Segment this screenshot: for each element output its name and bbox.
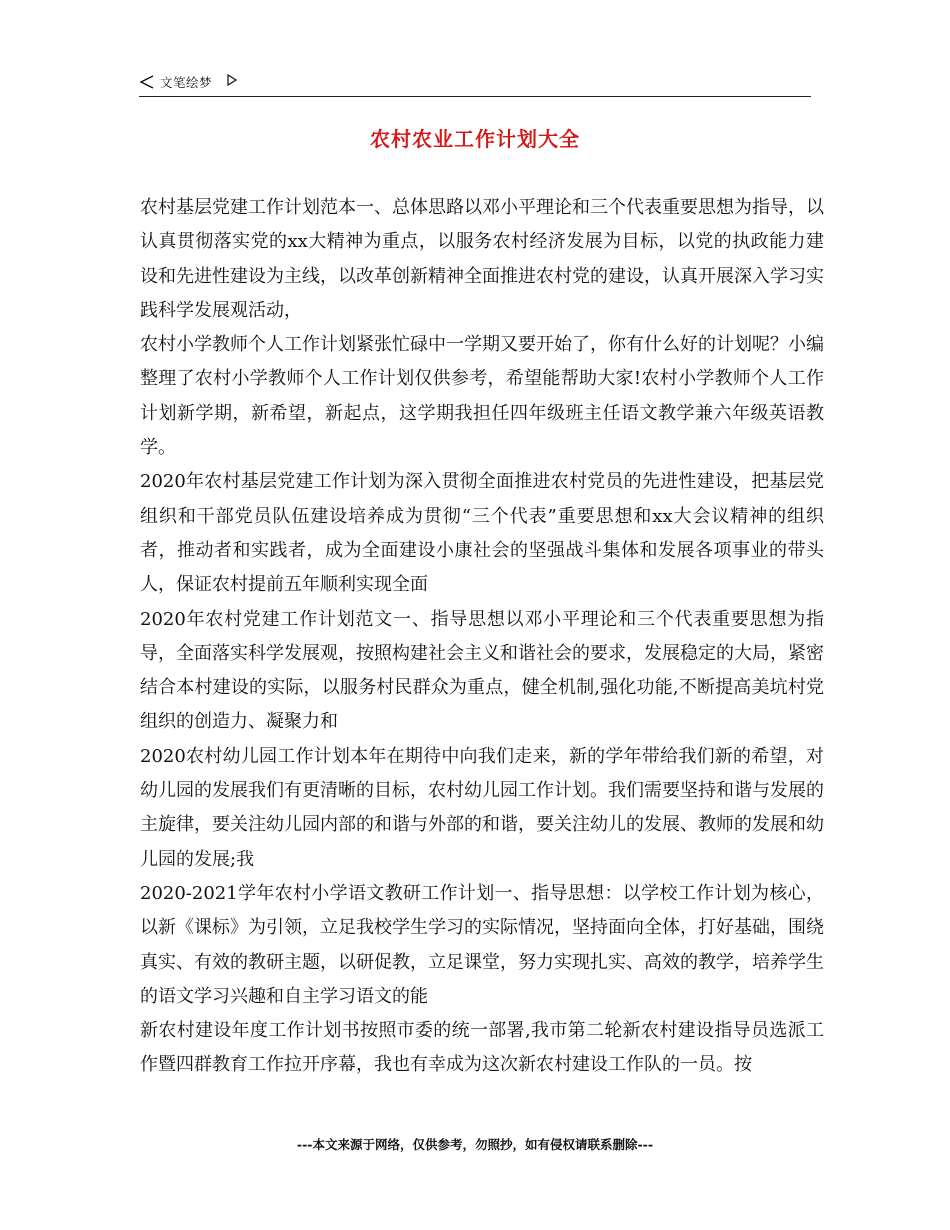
paragraph: 2020年农村党建工作计划范文一、指导思想以邓小平理论和三个代表重要思想为指导，全面落实科学发展观，按照构建社会主义和谐社会的要求，发展稳定的大局，紧密结合本村建设的实际，以服务村民群众为重点，健全机制,强化功能,不断提高美坑村党组织的创造力、凝聚力和 (140, 608, 824, 733)
paragraph: 2020年农村基层党建工作计划为深入贯彻全面推进农村党员的先进性建设，把基层党组织和干部党员队伍建设培养成为贯彻“三个代表”重要思想和xx大会议精神的组织者，推动者和实践者，成为全面建设小康社会的坚强战斗集体和发展各项事业的带头人，保证农村提前五年顺利实现全面 (140, 471, 824, 596)
left-triangle-icon (139, 74, 155, 90)
paragraph: 2020-2021学年农村小学语文教研工作计划一、指导思想：以学校工作计划为核心，以新《课标》为引领，立足我校学生学习的实际情况，坚持面向全体，打好基础，围绕真实、有效的教研主题，以研促教，立足课堂，努力实现扎实、高效的教学，培养学生的语文学习兴趣和自主学习语文的能 (140, 882, 824, 1007)
page-header (139, 70, 811, 97)
paragraph: 农村小学教师个人工作计划紧张忙碌中一学期又要开始了，你有什么好的计划呢？小编整理了农村小学教师个人工作计划仅供参考，希望能帮助大家!农村小学教师个人工作计划新学期，新希望，新起点，这学期我担任四年级班主任语文教学兼六年级英语教学。 (140, 334, 824, 459)
document-title: 农村农业工作计划大全 (370, 127, 580, 151)
footer-disclaimer: ---本文来源于网络，仅供参考，勿照抄，如有侵权请联系删除--- (296, 1137, 654, 1152)
paragraph: 2020农村幼儿园工作计划本年在期待中向我们走来，新的学年带给我们新的希望，对幼儿园的发展我们有更清晰的目标，农村幼儿园工作计划。我们需要坚持和谐与发展的主旋律，要关注幼儿园内部的和谐与外部的和谐，要关注幼儿的发展、教师的发展和幼儿园的发展;我 (140, 745, 824, 870)
brand-name: 文笔绘梦 (160, 75, 213, 90)
paragraph: 新农村建设年度工作计划书按照市委的统一部署,我市第二轮新农村建设指导员选派工作暨四群教育工作拉开序幕，我也有幸成为这次新农村建设工作队的一员。按 (140, 1020, 824, 1076)
right-triangle-icon (227, 74, 237, 86)
document-body (140, 191, 824, 1083)
paragraph: 农村基层党建工作计划范本一、总体思路以邓小平理论和三个代表重要思想为指导，以认真贯彻落实党的xx大精神为重点，以服务农村经济发展为目标，以党的执政能力建设和先进性建设为主线，以改革创新精神全面推进农村党的建设，认真开展深入学习实践科学发展观活动， (140, 197, 824, 321)
